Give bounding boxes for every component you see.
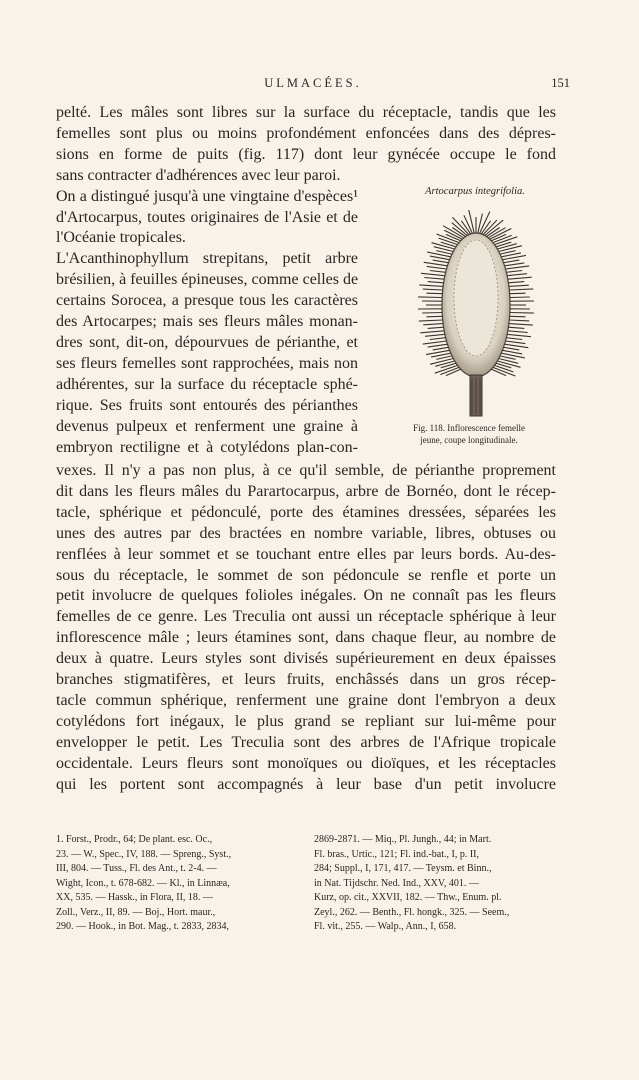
spike-stroke [421,273,445,275]
spike-stroke [428,282,444,283]
text-line: l'Océanie tropicales. [56,229,186,247]
spike-stroke [508,327,524,328]
spike-stroke [426,293,442,294]
text-line: renflées à leur sommet et se touchant entre elles par leurs bords. Au-des- [56,545,556,563]
text-line: certains Sorocea, a presque tous les caractères [56,292,358,310]
spike-stroke [423,341,447,344]
spike-stroke [423,324,443,325]
spike-stroke [508,277,532,279]
text-line: rique. Ses fruits sont entourés des périanthes [56,396,358,414]
text-line: sans contracter d'adhérences avec leur paroi. [56,166,341,184]
spike-stroke [506,338,522,340]
figure-caption-line: Fig. 118. Inflorescence femelle [413,423,525,433]
text-line: tacle, sphérique et pédonculé, porte des étamines dressées, séparées les [56,503,556,521]
spike-stroke [425,334,445,336]
text-line: dit dans les fleurs mâles du Parartocarpus, arbre de Bornéo, dont le récep- [56,482,556,500]
text-line: On a distingué jusqu'à une vingtaine d'espèces¹ [56,187,358,205]
footnote-line: 284; Suppl., I, 171, 417. — Teysm. et Binn., [314,863,492,874]
spike-stroke [428,327,444,328]
footnote-line: 1. Forst., Prodr., 64; De plant. esc. Oc., [56,834,213,845]
text-line: occidentale. Leurs fleurs sont monoïques ou dioïques, et les réceptacles [56,754,556,772]
spike-stroke [505,344,529,348]
text-line: envelopper le petit. Les Treculia sont des arbres de l'Afrique tropicale [56,733,556,751]
spike-stroke [423,289,443,290]
spike-stroke [430,359,453,365]
spike-stroke [419,320,443,321]
spike-stroke [508,282,524,283]
spike-stroke [505,263,525,266]
footnote-line: 2869-2871. — Miq., Pl. Jungh., 44; in Mart. [314,834,492,845]
text-line: des Artocarpes; mais ses fleurs mâles monan- [56,313,358,331]
spike-stroke [499,246,522,252]
running-head: ULMACÉES. [264,76,362,90]
footnote-line: 23. — W., Spec., IV, 188. — Spreng., Syst., [56,848,232,860]
text-line: sions en forme de puits (fig. 117) dont leur gynécée occupe le fond [56,145,556,163]
figure-title: Artocarpus integrifolia. [425,186,525,197]
body-text-full [56,461,556,796]
footnote-line: Wight, Icon., t. 678-682. — Kl., in Linnæa, [56,877,230,889]
spike-stroke [505,266,529,269]
footnotes-right-column [314,833,554,935]
figure-illustration [404,210,554,422]
spike-stroke [424,278,444,280]
spike-stroke [504,260,520,263]
footnote-line: XX, 535. — Hassk., in Flora, II, 18. — [56,892,213,903]
spike-stroke [420,331,444,333]
text-line: adhérentes, sur la surface du réceptacle sphé- [56,375,358,393]
spike-stroke [430,271,446,273]
footnote-line: III, 804. — Tuss., Fl. des Ant., t. 2-4. — [56,863,217,874]
spike-stroke [433,347,449,350]
text-line: femelles de ce genre. Les Treculia ont aussi un réceptacle sphérique à leur [56,608,556,626]
page-header [56,76,570,98]
text-line: pelté. Les mâles sont libres sur la surface du réceptacle, tandis que les [56,104,556,121]
spike-stroke [509,289,533,290]
text-line: branches stigmatifères, et leurs fruits, enchâssés dans un gros récep- [56,671,556,689]
footnote-line: 290. — Hook., in Bot. Mag., t. 2833, 2834, [56,921,230,932]
text-line: inflorescence mâle ; leurs étamines sont, dans chaque fleur, au nombre de [56,629,556,647]
text-line: unes des autres par des bractées en nombre variable, libres, obtuses ou [56,524,556,542]
spike-stroke [505,341,525,344]
spike-stroke [510,313,534,314]
spike-stroke [510,293,526,294]
spike-stroke [427,266,447,269]
spike-stroke [418,297,442,298]
spike-stroke [509,324,533,326]
text-line: embryon rectiligne et à cotylédons plan-con- [56,438,358,456]
text-line: sous du réceptacle, le sommet de son pédoncule se renfle et porte un [56,566,556,584]
text-line: ses fleurs femelles sont rapprochées, mais non [56,354,358,372]
spike-stroke [430,256,450,260]
spike-stroke [428,344,448,347]
spike-stroke [504,347,520,350]
footnote-line: Zoll., Verz., II, 89. — Boj., Hort. maur., [56,906,216,918]
spike-stroke [430,338,446,340]
spike-stroke [509,320,529,321]
spike-stroke [507,274,527,276]
spike-stroke [426,316,442,317]
text-line: brésilien, à feuilles épineuses, comme celles de [56,271,359,289]
spike-stroke [502,350,522,354]
spike-stroke [509,285,529,286]
text-line: dres sont, dit-on, dépourvues de périanthe, et [56,333,358,351]
text-line: petit involucre de quelques folioles inégales. On ne connaît pas les fleurs [56,587,556,605]
footnote-line: Zeyl., 262. — Benth., Fl. hongk., 325. — Seem., [314,906,510,918]
spike-stroke [433,260,449,263]
figure-caption-line: jeune, coupe longitudinale. [420,435,518,445]
footnote-line: in Nat. Tijdschr. Ned. Ind., XXV, 401. — [314,877,479,889]
text-line: L'Acanthinophyllum strepitans, petit arbre [56,250,358,268]
figure-caption [374,422,564,446]
text-line: cotylédons fort inégaux, le plus grand se repliant sur lui-même pour [56,712,556,730]
text-line: tacle commun sphérique, renferment une graine dont l'embryon a deux [56,691,556,709]
spike-stroke [508,331,528,333]
spike-stroke [480,212,490,234]
spike-stroke [510,297,530,298]
footnote-line: Fl. bras., Urtic., 121; Fl. ind.-bat., I, p. II, [314,848,479,860]
footnote-line: Kurz, op. cit., XXVII, 182. — Thw., Enum. pl. [314,892,502,903]
spike-stroke [469,210,475,233]
spike-stroke [424,262,448,266]
text-line: vexes. Il n'y a pas non plus, à ce qu'il semble, de périanthe proprement [56,462,556,479]
inflorescence-drawing [404,210,554,422]
spike-stroke [419,285,443,287]
text-line: femelles sont plus ou moins profondément enfoncées dans des dépres- [56,124,556,142]
text-line: deux à quatre. Leurs styles sont divisés supérieurement en deux épaisses [56,650,556,668]
spike-stroke [510,316,526,317]
spike-stroke [422,313,442,314]
footnotes-left-column [56,833,296,935]
page-number: 151 [551,76,570,90]
text-line: qui les portent sont accompagnés à leur base d'un petit involucre [56,775,556,793]
text-line: devenus pulpeux et renferment une graine à [56,417,358,435]
footnote-line: Fl. vit., 255. — Walp., Ann., I, 658. [314,921,457,932]
spike-stroke [506,271,522,273]
text-line: d'Artocarpus, toutes originaires de l'Asie et de [56,208,358,226]
spike-stroke [507,334,531,336]
